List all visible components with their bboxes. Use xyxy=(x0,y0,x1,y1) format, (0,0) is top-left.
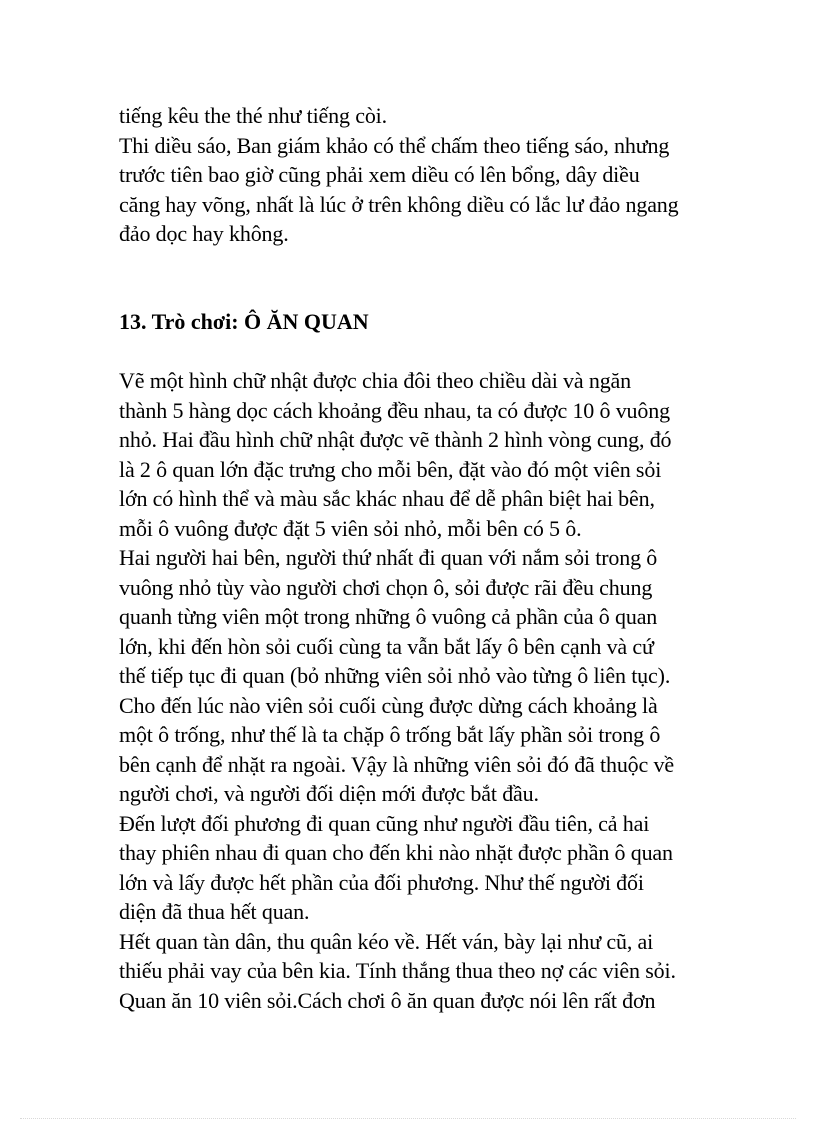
text-line: căng hay võng, nhất là lúc ở trên không diều có lắc lư đảo ngang xyxy=(119,191,679,217)
text-line: bên cạnh để nhặt ra ngoài. Vậy là những viên sỏi đó đã thuộc về xyxy=(119,751,674,777)
text-line: đảo dọc hay không. xyxy=(119,221,289,246)
text-line: Cho đến lúc nào viên sỏi cuối cùng được dừng cách khoảng là xyxy=(119,692,658,718)
text-line: diện đã thua hết quan. xyxy=(119,899,310,924)
text-line: trước tiên bao giờ cũng phải xem diều có lên bổng, dây diều xyxy=(119,162,640,187)
text-line: lớn, khi đến hòn sỏi cuối cùng ta vẫn bắt lấy ô bên cạnh và cứ xyxy=(119,633,654,659)
text-line: Vẽ một hình chữ nhật được chia đôi theo chiều dài và ngăn xyxy=(119,368,632,393)
text-line: thành 5 hàng dọc cách khoảng đều nhau, ta có được 10 ô vuông xyxy=(119,397,670,423)
text-line: quanh từng viên một trong những ô vuông cả phần của ô quan xyxy=(119,604,658,629)
text-line: Quan ăn 10 viên sỏi.Cách chơi ô ăn quan được nói lên rất đơn xyxy=(119,987,656,1013)
intro-paragraph xyxy=(119,101,759,249)
text-line: thay phiên nhau đi quan cho đến khi nào nhặt được phần ô quan xyxy=(119,840,673,865)
text-line: người chơi, và người đối diện mới được bắt đầu. xyxy=(119,781,539,806)
text-line: Hai người hai bên, người thứ nhất đi quan với nắm sỏi trong ô xyxy=(119,545,658,570)
text-line: thế tiếp tục đi quan (bỏ những viên sỏi nhỏ vào từng ô liên tục). xyxy=(119,663,671,688)
section-body xyxy=(119,366,759,1015)
text-line: tiếng kêu the thé như tiếng còi. xyxy=(119,103,387,128)
text-line: Đến lượt đối phương đi quan cũng như người đầu tiên, cả hai xyxy=(119,810,650,836)
text-line: là 2 ô quan lớn đặc trưng cho mỗi bên, đặt vào đó một viên sỏi xyxy=(119,456,662,482)
text-line: nhỏ. Hai đầu hình chữ nhật được vẽ thành 2 hình vòng cung, đó xyxy=(119,427,672,452)
text-line: thiếu phải vay của bên kia. Tính thắng thua theo nợ các viên sỏi. xyxy=(119,958,676,983)
section-heading: 13. Trò chơi: Ô ĂN QUAN xyxy=(119,308,369,334)
text-line: mỗi ô vuông được đặt 5 viên sỏi nhỏ, mỗi bên có 5 ô. xyxy=(119,515,582,541)
text-line: vuông nhỏ tùy vào người chơi chọn ô, sỏi được rãi đều chung xyxy=(119,574,653,600)
text-line: Hết quan tàn dân, thu quân kéo về. Hết ván, bày lại như cũ, ai xyxy=(119,928,654,954)
page-bottom-divider xyxy=(20,1118,796,1119)
text-line: Thi diều sáo, Ban giám khảo có thể chấm theo tiếng sáo, nhưng xyxy=(119,132,670,158)
text-line: một ô trống, như thế là ta chặp ô trống bắt lấy phần sỏi trong ô xyxy=(119,722,661,747)
text-line: lớn có hình thể và màu sắc khác nhau để dễ phân biệt hai bên, xyxy=(119,486,655,511)
document-page xyxy=(119,101,759,1015)
text-line: lớn và lấy được hết phần của đối phương. Như thế người đối xyxy=(119,869,644,895)
